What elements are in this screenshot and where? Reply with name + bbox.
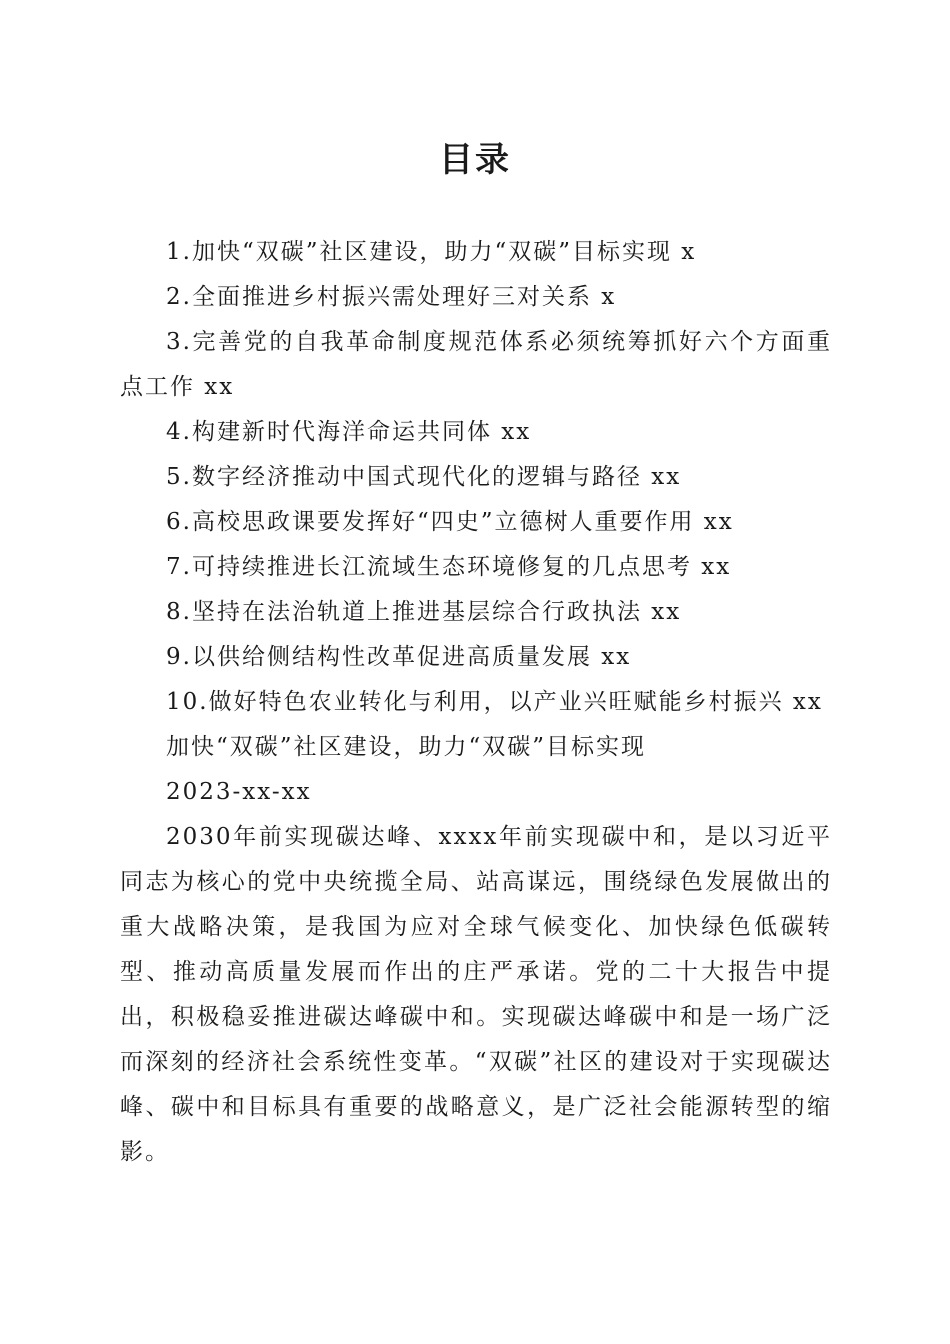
toc-item-6: 6.高校思政课要发挥好“四史”立德树人重要作用 xx <box>166 509 734 535</box>
toc-item-4: 4.构建新时代海洋命运共同体 xx <box>166 419 532 445</box>
article-heading: 加快“双碳”社区建设，助力“双碳”目标实现 <box>166 734 647 760</box>
toc-item-8: 8.坚持在法治轨道上推进基层综合行政执法 xx <box>166 599 682 625</box>
toc-item-3: 3.完善党的自我革命制度规范体系必须统筹抓好六个方面重点工作 xx <box>120 329 832 400</box>
toc-item-9: 9.以供给侧结构性改革促进高质量发展 xx <box>166 644 632 670</box>
toc-item-2: 2.全面推进乡村振兴需处理好三对关系 x <box>166 284 617 310</box>
table-of-contents <box>120 230 832 725</box>
page-title: 目录 <box>439 140 511 180</box>
toc-item-7: 7.可持续推进长江流域生态环境修复的几点思考 xx <box>166 554 732 580</box>
toc-item-1: 1.加快“双碳”社区建设，助力“双碳”目标实现 x <box>166 239 697 265</box>
article-paragraph: 2030年前实现碳达峰、xxxx年前实现碳中和，是以习近平同志为核心的党中央统揽全局、站高谋远，围绕绿色发展做出的重大战略决策，是我国为应对全球气候变化、加快绿色低碳转型、推动高质量发展而作出的庄严承诺。党的二十大报告中提出，积极稳妥推进碳达峰碳中和。实现碳达峰碳中和是一场广泛而深刻的经济社会系统性变革。“双碳”社区的建设对于实现碳达峰、碳中和目标具有重要的战略意义，是广泛社会能源转型的缩影。 <box>120 824 832 1165</box>
article-date: 2023-xx-xx <box>166 779 312 805</box>
toc-item-10: 10.做好特色农业转化与利用，以产业兴旺赋能乡村振兴 xx <box>166 689 823 715</box>
toc-item-5: 5.数字经济推动中国式现代化的逻辑与路径 xx <box>166 464 682 490</box>
document-body <box>120 230 832 1175</box>
